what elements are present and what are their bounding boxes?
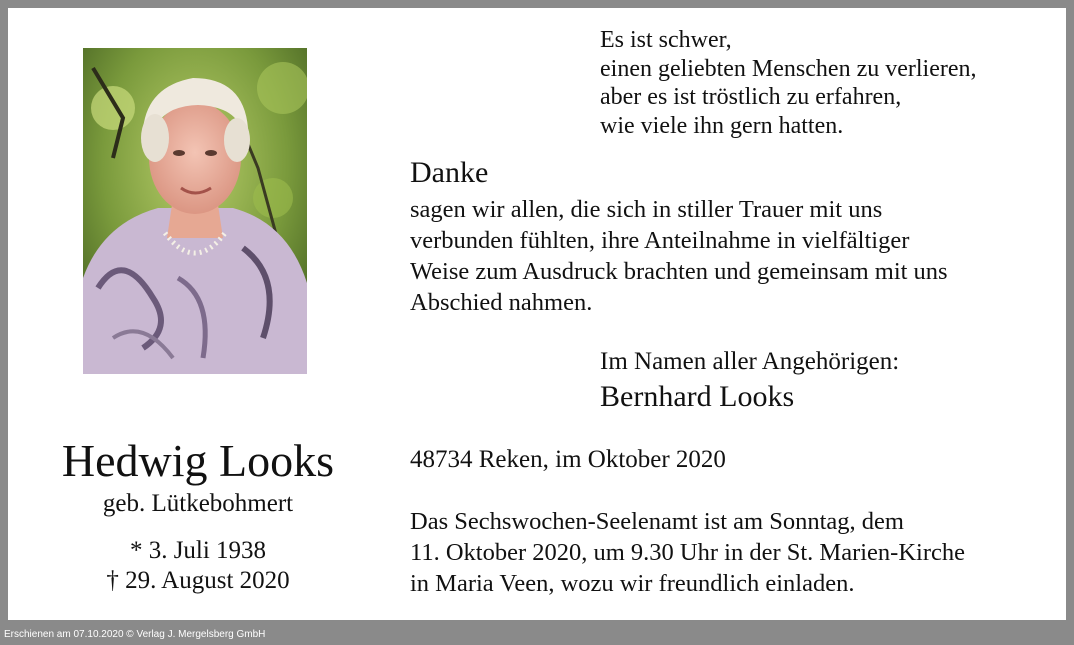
thanks-line: sagen wir allen, die sich in stiller Trauer mit uns [410,196,883,223]
thanks-text [410,194,948,318]
signature-name: Bernhard Looks [600,380,795,413]
poem-line: wie viele ihn gern hatten. [600,112,844,139]
poem [600,26,977,140]
thanks-line: Abschied nahmen. [410,289,593,316]
thanks-line: Weise zum Ausdruck brachten und gemeinsam mit uns [410,258,948,285]
place-date: 48734 Reken, im Oktober 2020 [410,446,726,473]
poem-line: Es ist schwer, [600,27,732,53]
portrait-photo [83,48,307,374]
mass-announcement [410,506,965,599]
poem-line: einen geliebten Menschen zu verlieren, [600,55,977,82]
obituary-card [8,8,1066,620]
mass-line: 11. Oktober 2020, um 9.30 Uhr in der St. Marien-Kirche [410,539,965,566]
deceased-name: Hedwig Looks [61,435,335,486]
mass-line: in Maria Veen, wozu wir freundlich einladen. [410,570,855,597]
thanks-line: verbunden fühlten, ihre Anteilnahme in vielfältiger [410,227,910,254]
thanks-heading: Danke [410,156,489,189]
birth-name: geb. Lütkebohmert [102,490,294,517]
birth-date: * 3. Juli 1938 [129,537,267,564]
publication-footer: Erschienen am 07.10.2020 © Verlag J. Mergelsberg GmbH [4,629,266,640]
death-date: † 29. August 2020 [106,567,290,594]
mass-line: Das Sechswochen-Seelenamt ist am Sonntag, dem [410,508,904,535]
poem-line: aber es ist tröstlich zu erfahren, [600,84,902,110]
signature-intro: Im Namen aller Angehörigen: [600,348,900,375]
